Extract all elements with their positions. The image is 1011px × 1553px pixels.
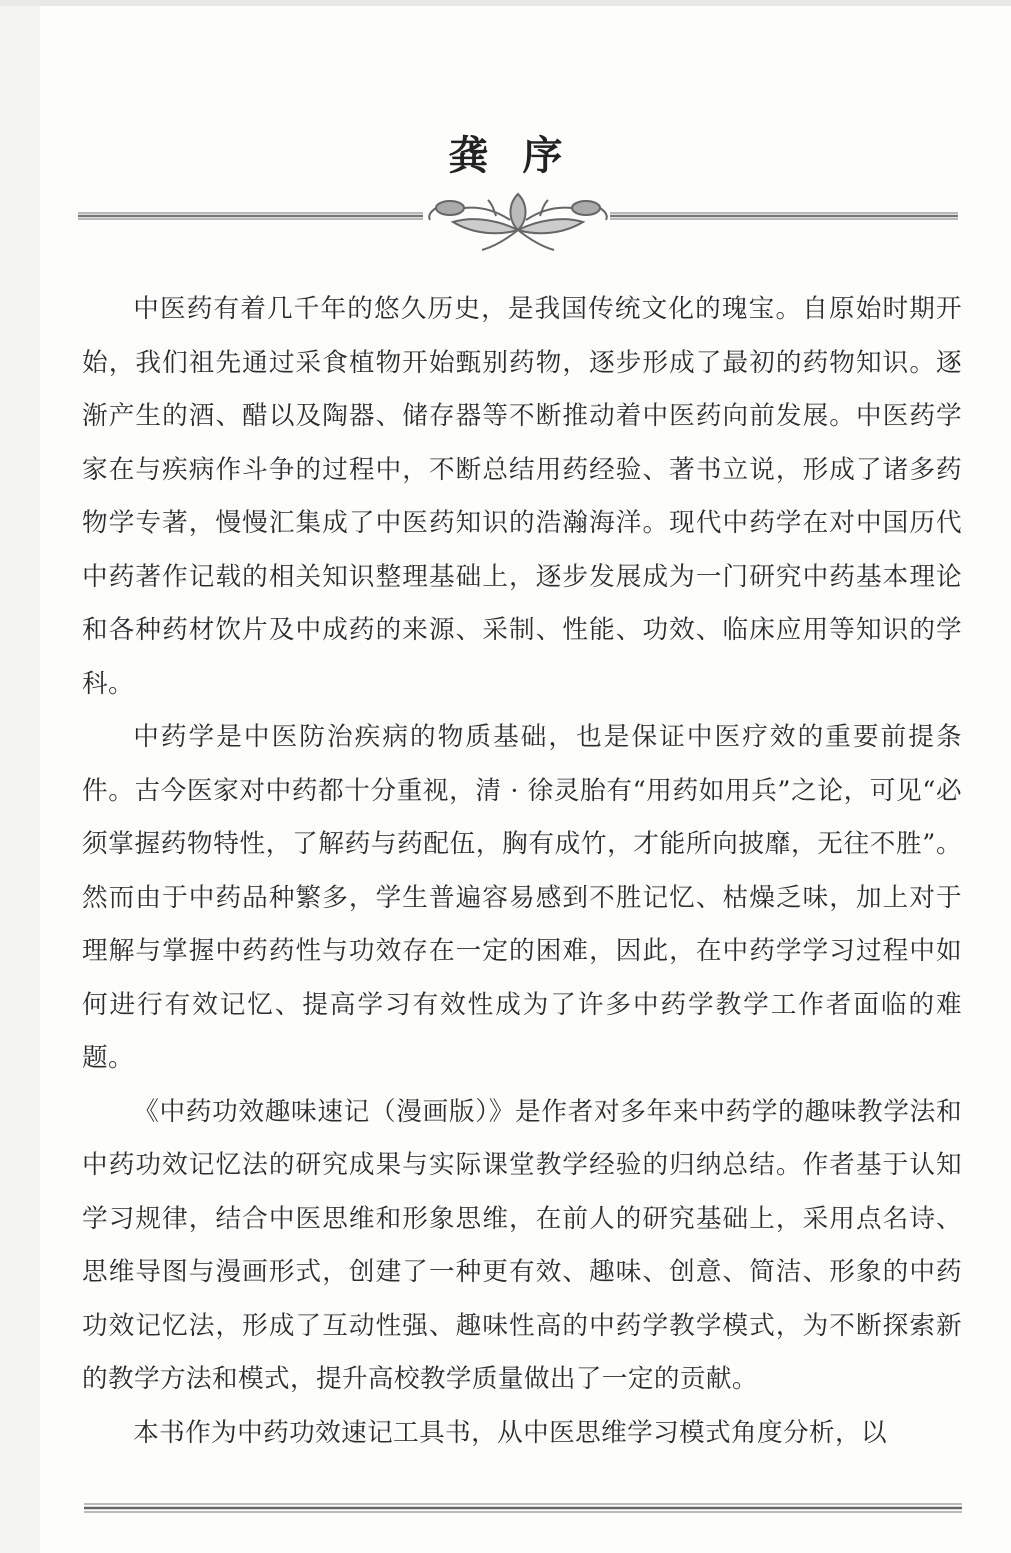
floral-divider-ornament [78,186,958,252]
paragraph-3: 《中药功效趣味速记（漫画版）》是作者对多年来中药学的趣味教学法和中药功效记忆法的研究成果与实际课堂教学经验的归纳总结。作者基于认知学习规律，结合中医思维和形象思维，在前人的研究基础上，采用点名诗、思维导图与漫画形式，创建了一种更有效、趣味、创意、简洁、形象的中药功效记忆法，形成了互动性强、趣味性高的中药学教学模式，为不断探索新的教学方法和模式，提升高校教学质量做出了一定的贡献。 [82,1096,962,1394]
page-top-edge [0,0,1011,6]
footer-divider-rule [84,1501,962,1515]
body-text [82,283,962,1460]
paragraph-1: 中医药有着几千年的悠久历史，是我国传统文化的瑰宝。自原始时期开始，我们祖先通过采食植物开始甄别药物，逐步形成了最初的药物知识。逐渐产生的酒、醋以及陶器、储存器等不断推动着中医药向前发展。中医药学家在与疾病作斗争的过程中，不断总结用药经验、著书立说，形成了诸多药物学专著，慢慢汇集成了中医药知识的浩瀚海洋。现代中药学在对中国历代中药著作记载的相关知识整理基础上，逐步发展成为一门研究中药基本理论和各种药材饮片及中成药的来源、采制、性能、功效、临床应用等知识的学科。 [82,294,962,699]
page-title: 龚序 [448,133,597,179]
paragraph-2: 中药学是中医防治疾病的物质基础，也是保证中医疗效的重要前提条件。古今医家对中药都十分重视，清 · 徐灵胎有“用药如用兵”之论，可见“必须掌握药物特性，了解药与药配伍，胸有成竹，才能所向披靡，无往不胜”。然而由于中药品种繁多，学生普遍容易感到不胜记忆、枯燥乏味，加上对于理解与掌握中药药性与功效存在一定的困难，因此，在中药学学习过程中如何进行有效记忆、提高学习有效性成为了许多中药学教学工作者面临的难题。 [82,722,962,1073]
paragraph-4: 本书作为中药功效速记工具书，从中医思维学习模式角度分析，以 [133,1417,888,1448]
